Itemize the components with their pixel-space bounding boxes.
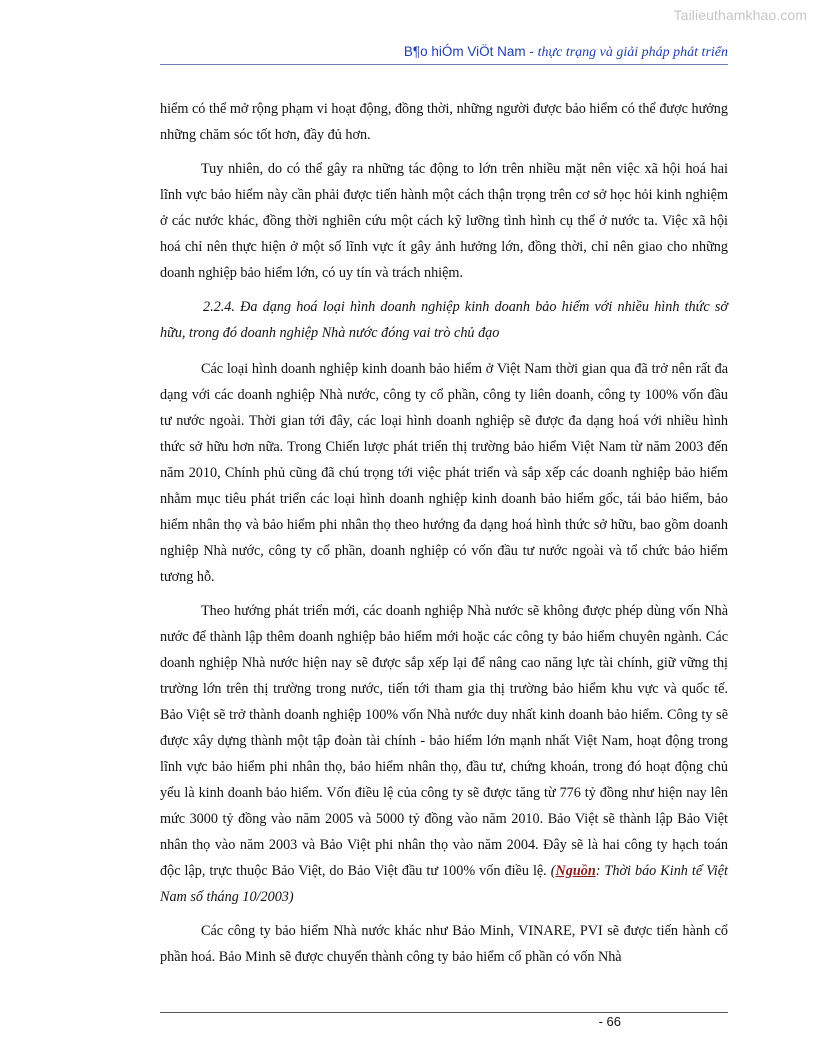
paragraph-4-text: Theo hướng phát triển mới, các doanh nghiệp Nhà nước sẽ không được phép dùng vốn Nhà nước để thành lập thêm doanh nghiệp bảo hiểm mới hoặc các công ty bảo hiểm chuyên ngành. Các doanh nghiệp Nhà nước hiện nay sẽ được sắp xếp lại để nâng cao năng lực tài chính, giữ vững thị trường lớn trên thị trường trong nước, tiến tới tham gia thị trường bảo hiểm khu vực và quốc tế. Bảo Việt sẽ trở thành doanh nghiệp 100% vốn Nhà nước duy nhất kinh doanh bảo hiểm. Công ty sẽ được xây dựng thành một tập đoàn tài chính - bảo hiểm lớn mạnh nhất Việt Nam, hoạt động trong lĩnh vực bảo hiểm phi nhân thọ, bảo hiểm nhân thọ, đầu tư, chứng khoán, trong đó hoạt động chủ yếu là kinh doanh bảo hiểm. Vốn điều lệ của công ty sẽ được tăng từ 776 tỷ đồng như hiện nay lên mức 3000 tỷ đồng vào năm 2005 và 5000 tỷ đồng vào năm 2010. Bảo Việt sẽ thành lập Bảo Việt nhân thọ vào năm 2003 và Bảo Việt phi nhân thọ vào năm 2004. Đây sẽ là hai công ty hạch toán độc lập, trực thuộc Bảo Việt, do Bảo Việt đầu tư 100% vốn điều lệ. (160, 603, 728, 879)
page-number: - 66 (598, 1014, 621, 1029)
footer-divider (160, 1012, 728, 1013)
section-heading: 2.2.4. Đa dạng hoá loại hình doanh nghiệp kinh doanh bảo hiểm với nhiều hình thức sở hữu, trong đó doanh nghiệp Nhà nước đóng vai trò chủ đạo (160, 299, 728, 341)
paragraph-3: Các loại hình doanh nghiệp kinh doanh bảo hiểm ở Việt Nam thời gian qua đã trở nên rất đa dạng với các doanh nghiệp Nhà nước, công ty cổ phần, công ty liên doanh, công ty 100% vốn đầu tư nước ngoài. Thời gian tới đây, các loại hình doanh nghiệp sẽ được đa dạng hoá với nhiều hình thức sở hữu hơn nữa. Trong Chiến lược phát triển thị trường bảo hiểm Việt Nam từ năm 2003 đến năm 2010, Chính phủ cũng đã chú trọng tới việc phát triển và sắp xếp các doanh nghiệp bảo hiểm nhằm mục tiêu phát triển các loại hình doanh nghiệp kinh doanh bảo hiểm gốc, tái bảo hiểm, bảo hiểm nhân thọ và bảo hiểm phi nhân thọ theo hướng đa dạng hoá hình thức sở hữu, bao gồm doanh nghiệp Nhà nước, công ty cổ phần, doanh nghiệp có vốn đầu tư nước ngoài và tổ chức bảo hiểm tương hỗ. (160, 361, 728, 585)
paragraph-2: Tuy nhiên, do có thể gây ra những tác động to lớn trên nhiều mặt nên việc xã hội hoá hai lĩnh vực bảo hiểm này cần phải được tiến hành một cách thận trọng trên cơ sở học hỏi kinh nghiệm ở các nước khác, đồng thời nghiên cứu một cách kỹ lưỡng tình hình cụ thể ở nước ta. Việc xã hội hoá chỉ nên thực hiện ở một số lĩnh vực ít gây ảnh hưởng lớn, đồng thời, chỉ nên giao cho những doanh nghiệp bảo hiểm lớn, có uy tín và trách nhiệm. (160, 161, 728, 281)
source-citation: : Thời báo Kinh tế Việt Nam số tháng 10/2003) (160, 863, 728, 905)
paragraph-5: Các công ty bảo hiểm Nhà nước khác như Bảo Minh, VINARE, PVI sẽ được tiến hành cổ phần hoá. Bảo Minh sẽ được chuyển thành công ty bảo hiểm cổ phần có vốn Nhà (160, 923, 728, 965)
header-subtitle: thực trạng và giải pháp phát triển (537, 45, 728, 60)
watermark: Tailieuthamkhao.com (673, 7, 807, 23)
header-title: B¶o hiÓm ViÖt Nam - (403, 44, 538, 59)
running-header (160, 44, 728, 61)
paragraph-4 (160, 598, 728, 910)
document-body (160, 96, 728, 978)
source-label: Nguồn (555, 863, 596, 879)
source-open-paren: ( (550, 863, 556, 879)
header-divider (160, 64, 728, 65)
paragraph-1: hiểm có thể mở rộng phạm vi hoạt động, đồng thời, những người được bảo hiểm có thể được hưởng những chăm sóc tốt hơn, đầy đủ hơn. (160, 101, 728, 143)
